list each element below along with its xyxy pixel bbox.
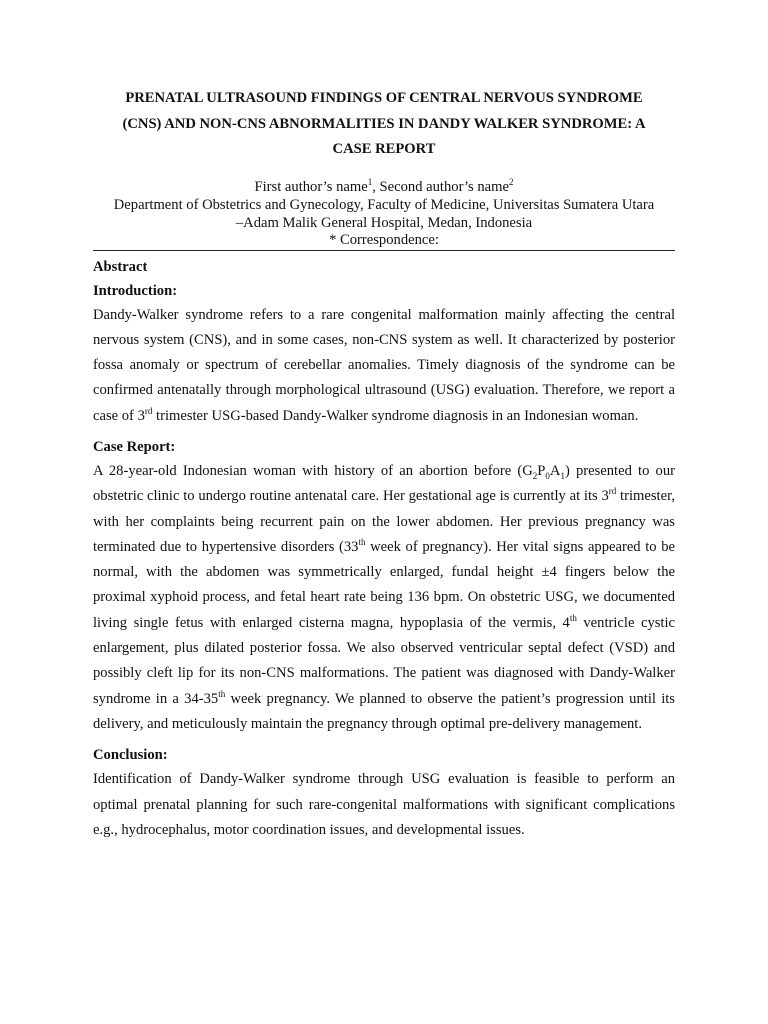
affiliation-line-2: –Adam Malik General Hospital, Medan, Indonesia [235,214,533,231]
ordinal-superscript: rd [144,405,153,416]
case-text-3: A [549,462,561,479]
first-author: First author’s name [254,178,368,195]
case-report-heading: Case Report: [93,438,176,455]
case-text-6: week of pregnancy). Her vital signs appeared to be normal, with the abdomen was symmetrically enlarged, fundal height ±4 fingers below the proximal xyphoid process, and fetal heart rate being 136 bpm. On obstetric USG, we documented living single fetus with enlarged cisterna magna, hypoplasia of the vermis, 4 [93,538,675,631]
author-line [93,178,675,196]
case-text-4: ) presented to our obstetric clinic to undergo routine antenatal care. Her gestational age is currently at its 3 [93,462,675,505]
ordinal-superscript: th [218,688,226,699]
case-text-1: A 28-year-old Indonesian woman with history of an abortion before (G [93,462,533,479]
second-author: Second author’s name [379,178,509,195]
para-subscript: 0 [545,470,550,481]
second-author-affiliation-mark: 2 [508,176,514,187]
first-author-affiliation-mark: 1 [367,176,373,187]
conclusion-paragraph: Identification of Dandy-Walker syndrome through USG evaluation is feasible to perform an optimal prenatal planning for such rare-congenital malformations with significant complications e.g., hydrocephalus, motor coordination issues, and developmental issues. [93,771,675,838]
gravida-subscript: 2 [532,470,538,481]
case-text-7: ventricle cystic enlargement, plus dilated posterior fossa. We also observed ventricular septal defect (VSD) and possibly cleft lip for its non-CNS malformations. The patient was diagnosed with Dandy-Walker syndrome in a 34-35 [93,614,676,707]
title-line-2: (CNS) AND NON-CNS ABNORMALITIES IN DANDY WALKER SYNDROME: A [122,115,646,132]
case-text-2: P [537,462,546,479]
conclusion-heading: Conclusion: [93,747,168,764]
abortus-subscript: 1 [560,470,565,481]
case-text-8: week pregnancy. We planned to observe the patient’s progression until its delivery, and meticulously maintain the pregnancy through optimal pre-delivery management. [93,690,675,732]
introduction-paragraph [93,303,675,429]
title-line-3: CASE REPORT [332,141,436,157]
case-report-paragraph [93,459,675,737]
introduction-text-2: trimester USG-based Dandy-Walker syndrome diagnosis in an Indonesian woman. [152,407,639,424]
abstract-heading: Abstract [93,258,148,275]
correspondence: * Correspondence: [329,231,439,248]
introduction-heading: Introduction: [93,282,178,299]
title-line-1: PRENATAL ULTRASOUND FINDINGS OF CENTRAL NERVOUS SYNDROME [125,90,643,106]
paper-title [93,86,675,163]
ordinal-superscript: th [569,612,577,623]
affiliation [93,196,675,232]
ordinal-superscript: rd [608,486,617,497]
affiliation-line-1: Department of Obstetrics and Gynecology, Faculty of Medicine, Universitas Sumatera Utara [113,196,655,213]
case-text-5: trimester, with her complaints being recurrent pain on the lower abdomen. Her previous pregnancy was terminated due to hypertensive disorders (33 [93,488,675,555]
document-page [93,86,675,843]
ordinal-superscript: th [358,537,366,548]
header-divider [93,250,675,251]
introduction-text-1: Dandy-Walker syndrome refers to a rare congenital malformation mainly affecting the central nervous system (CNS), and in some cases, non-CNS system as well. It characterized by posterior fossa anomaly or spectrum of cerebellar anomalies. Timely diagnosis of the syndrome can be confirmed antenatally through morphological ultrasound (USG) evaluation. Therefore, we report a case of 3 [93,306,675,424]
author-separator: , [372,178,380,195]
